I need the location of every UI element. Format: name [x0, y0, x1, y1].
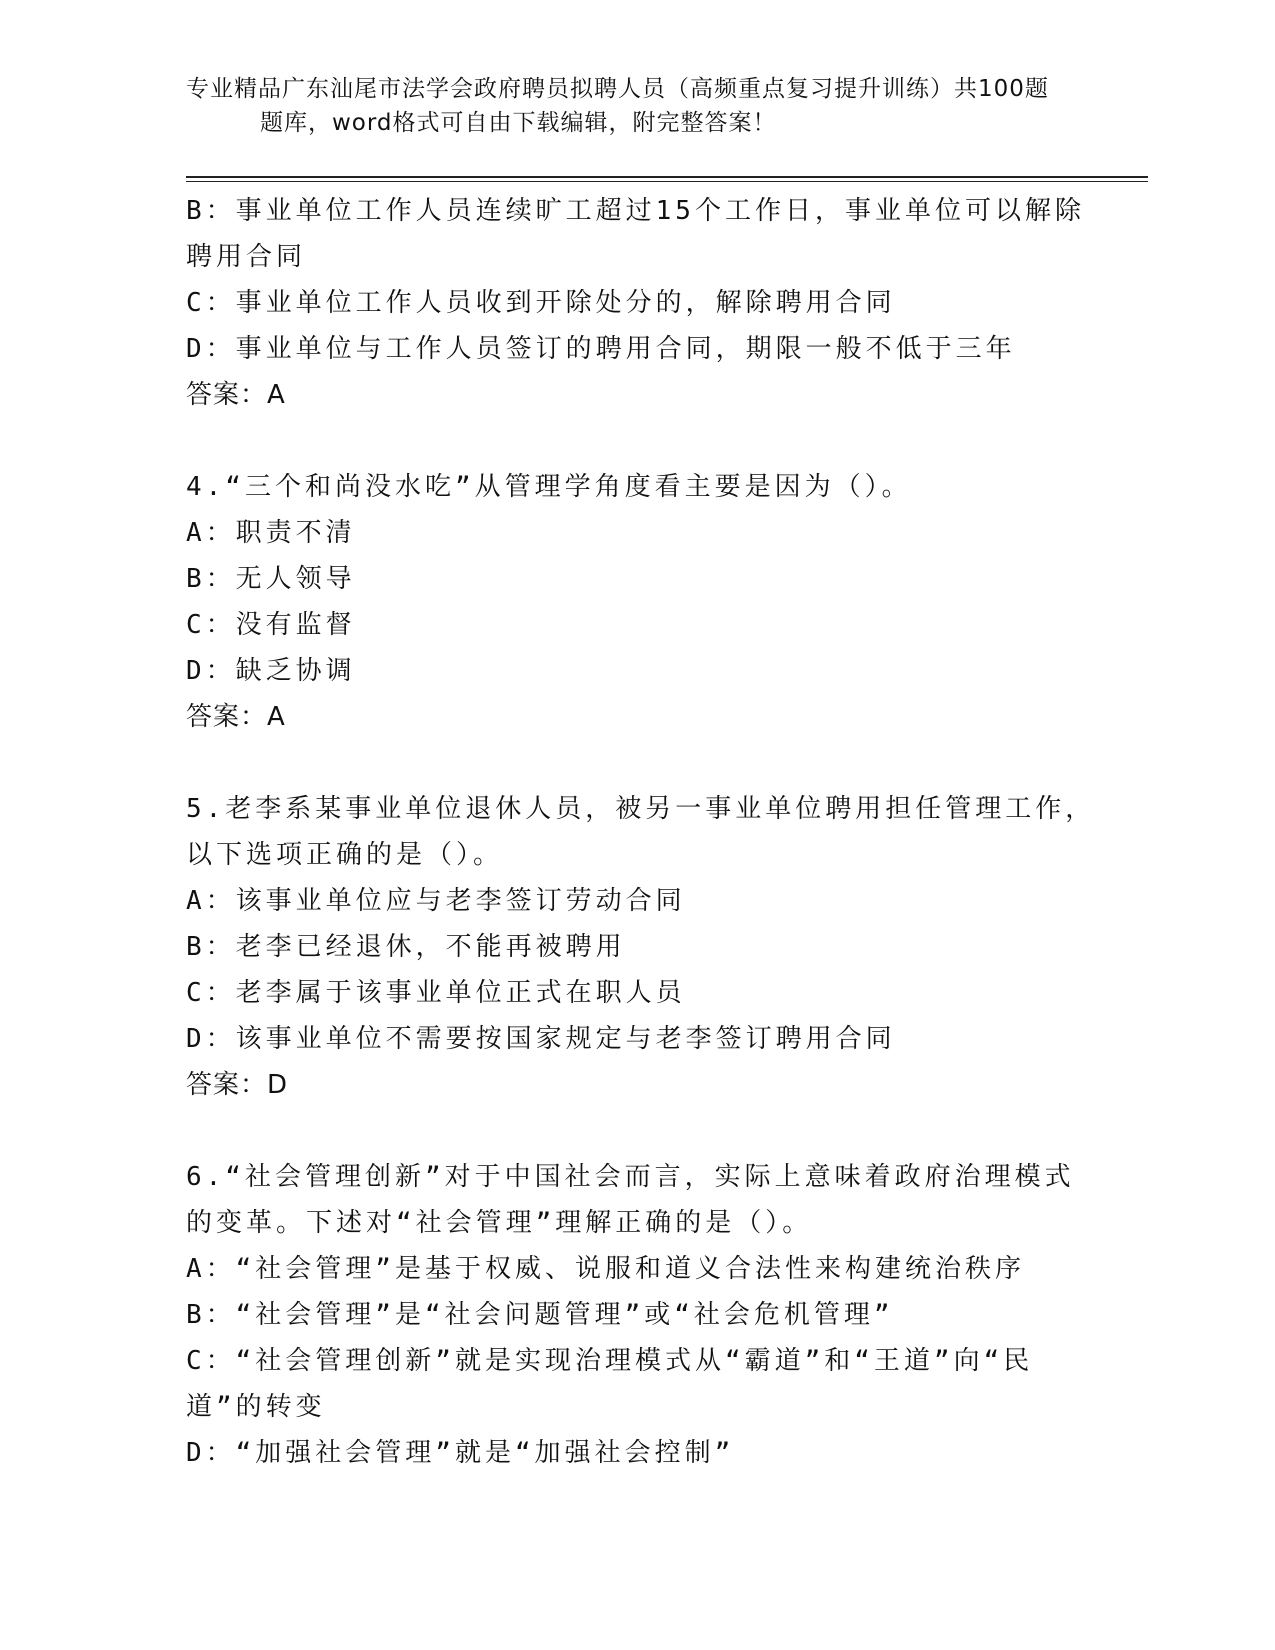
question-3: [186, 188, 1086, 418]
option-c: C：老李属于该事业单位正式在职人员: [186, 978, 686, 1008]
question-6: [186, 1154, 1086, 1476]
header-title-line-1: 专业精品广东汕尾市法学会政府聘员拟聘人员（高频重点复习提升训练）共100题: [186, 76, 1049, 102]
option-d: D：“加强社会管理”就是“加强社会控制”: [186, 1438, 735, 1468]
question-stem-line-2: 以下选项正确的是（）。: [186, 840, 504, 870]
question-stem-line-2: 的变革。下述对“社会管理”理解正确的是（）。: [186, 1208, 813, 1238]
header-title-line-2: 题库，word格式可自由下载编辑，附完整答案！: [260, 110, 777, 136]
option-c: C：事业单位工作人员收到开除处分的，解除聘用合同: [186, 288, 896, 318]
option-b: B：老李已经退休，不能再被聘用: [186, 932, 626, 962]
option-a: A：职责不清: [186, 518, 356, 548]
answer: 答案：D: [186, 1070, 289, 1100]
option-a: A：该事业单位应与老李签订劳动合同: [186, 886, 686, 916]
header-divider-thick: [186, 176, 1148, 178]
question-stem-line-1: 5.老李系某事业单位退休人员，被另一事业单位聘用担任管理工作，: [186, 794, 1096, 824]
option-b: B：“社会管理”是“社会问题管理”或“社会危机管理”: [186, 1300, 894, 1330]
question-stem-line-1: 6.“社会管理创新”对于中国社会而言，实际上意味着政府治理模式: [186, 1162, 1075, 1192]
spacer: [186, 740, 1086, 786]
option-d: D：事业单位与工作人员签订的聘用合同，期限一般不低于三年: [186, 334, 1016, 364]
page-header: [186, 72, 1086, 140]
header-divider-thin: [186, 181, 1148, 182]
option-c-line-1: C：“社会管理创新”就是实现治理模式从“霸道”和“王道”向“民: [186, 1346, 1034, 1376]
option-b-line-1: B：事业单位工作人员连续旷工超过15个工作日，事业单位可以解除: [186, 196, 1085, 226]
option-c-line-2: 道”的转变: [186, 1392, 326, 1422]
spacer: [186, 418, 1086, 464]
option-b: B：无人领导: [186, 564, 356, 594]
option-b-line-2: 聘用合同: [186, 242, 307, 272]
spacer: [186, 1108, 1086, 1154]
option-d: D：缺乏协调: [186, 656, 356, 686]
question-5: [186, 786, 1096, 1108]
question-stem: 4.“三个和尚没水吃”从管理学角度看主要是因为（）。: [186, 472, 912, 502]
answer: 答案：A: [186, 702, 286, 732]
option-a: A：“社会管理”是基于权威、说服和道义合法性来构建统治秩序: [186, 1254, 1025, 1284]
option-c: C：没有监督: [186, 610, 356, 640]
answer: 答案：A: [186, 380, 286, 410]
question-content: [186, 188, 1096, 1476]
option-d: D：该事业单位不需要按国家规定与老李签订聘用合同: [186, 1024, 896, 1054]
question-4: [186, 464, 1086, 740]
